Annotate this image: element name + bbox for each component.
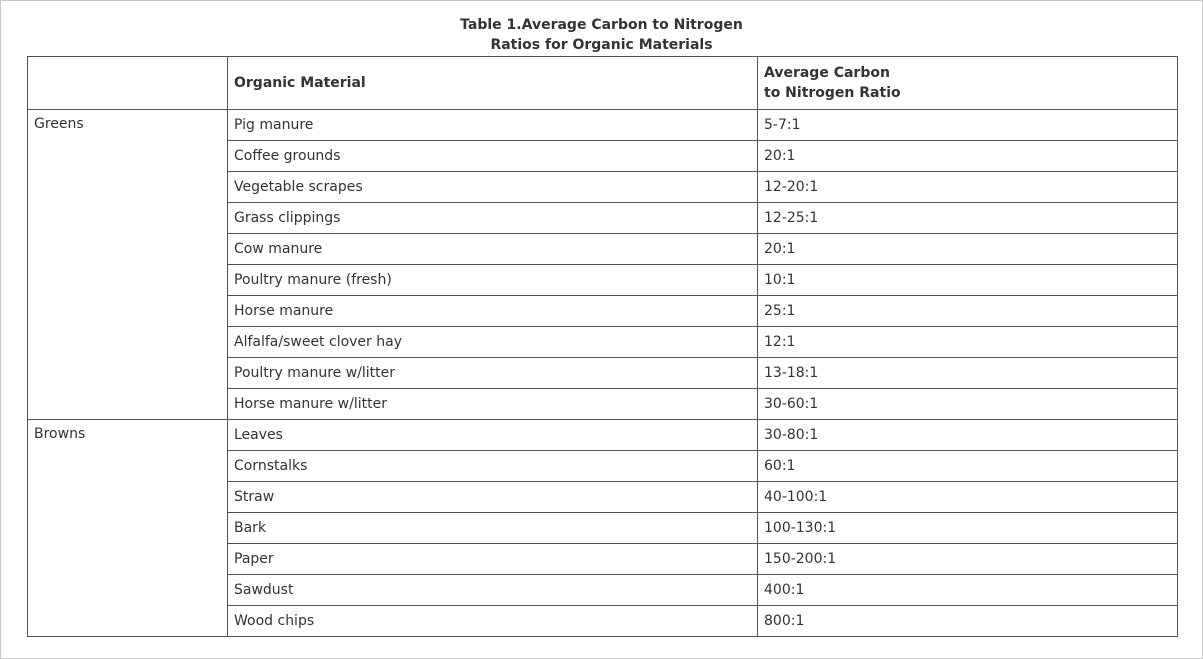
material-cell: Pig manure [228,110,758,141]
ratio-cell: 10:1 [758,265,1178,296]
material-cell: Wood chips [228,606,758,637]
group-cell-greens: Greens [28,110,228,420]
ratio-cell: 800:1 [758,606,1178,637]
ratio-cell: 30-80:1 [758,420,1178,451]
ratio-cell: 20:1 [758,141,1178,172]
material-cell: Leaves [228,420,758,451]
caption-line-1: Table 1.Average Carbon to Nitrogen [460,17,743,33]
group-column-header [28,57,228,110]
ratio-cell: 12-25:1 [758,203,1178,234]
material-cell: Bark [228,513,758,544]
group-cell-browns: Browns [28,420,228,637]
carbon-nitrogen-table [27,56,1178,637]
table-row [28,110,1178,141]
material-cell: Vegetable scrapes [228,172,758,203]
caption-line-2: Ratios for Organic Materials [490,37,713,53]
table-row [28,420,1178,451]
material-cell: Cow manure [228,234,758,265]
material-cell: Paper [228,544,758,575]
ratio-cell: 12-20:1 [758,172,1178,203]
material-cell: Poultry manure (fresh) [228,265,758,296]
ratio-cell: 20:1 [758,234,1178,265]
material-cell: Cornstalks [228,451,758,482]
ratio-cell: 13-18:1 [758,358,1178,389]
material-cell: Alfalfa/sweet clover hay [228,327,758,358]
ratio-cell: 150-200:1 [758,544,1178,575]
material-cell: Straw [228,482,758,513]
ratio-cell: 5-7:1 [758,110,1178,141]
material-cell: Grass clippings [228,203,758,234]
ratio-header-line-2: to Nitrogen Ratio [764,85,901,101]
material-cell: Horse manure w/litter [228,389,758,420]
material-cell: Horse manure [228,296,758,327]
header-row [28,57,1178,110]
ratio-cell: 100-130:1 [758,513,1178,544]
material-cell: Sawdust [228,575,758,606]
table-caption [0,15,1203,55]
ratio-header-line-1: Average Carbon [764,65,890,81]
ratio-cell: 60:1 [758,451,1178,482]
ratio-cell: 400:1 [758,575,1178,606]
material-column-header: Organic Material [228,57,758,110]
material-cell: Coffee grounds [228,141,758,172]
ratio-cell: 12:1 [758,327,1178,358]
ratio-cell: 25:1 [758,296,1178,327]
material-cell: Poultry manure w/litter [228,358,758,389]
ratio-column-header [758,57,1178,110]
ratio-cell: 40-100:1 [758,482,1178,513]
ratio-cell: 30-60:1 [758,389,1178,420]
